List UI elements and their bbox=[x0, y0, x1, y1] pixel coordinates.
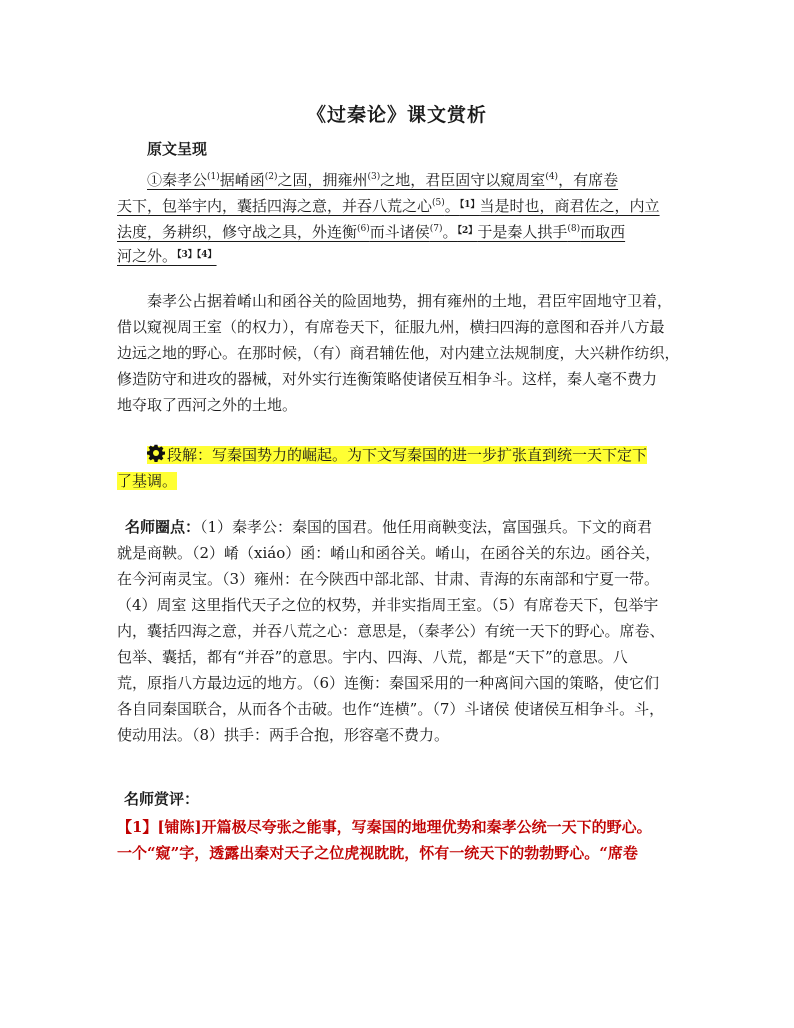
review-line: 【1】[铺陈]开篇极尽夸张之能事，写秦国的地理优势和秦孝公统一天下的野心。 bbox=[117, 818, 652, 836]
original-line-3 bbox=[117, 216, 682, 242]
notes-label: 名师圈点： bbox=[125, 518, 201, 536]
notes-line: 使动用法。（8）拱手：两手合抱，形容毫不费力。 bbox=[117, 726, 450, 744]
text-segment: 而取西 bbox=[580, 223, 626, 241]
section-heading: 原文呈现 bbox=[147, 140, 208, 158]
notes-line: 在今河南灵宝。（3）雍州：在今陕西中部北部、甘肃、青海的东南部和宁夏一带。 bbox=[117, 570, 660, 588]
translation-line: 修造防守和进攻的器械，对外实行连衡策略使诸侯互相争斗。这样，秦人毫不费力 bbox=[117, 370, 658, 388]
annotation-tag: 【1】 bbox=[459, 200, 480, 210]
footnote-ref: (6) bbox=[357, 224, 370, 234]
notes-line: 包举、囊括，都有“并吞”的意思。宇内、四海、八荒，都是“天下”的意思。八 bbox=[117, 648, 628, 666]
text-segment: 河之外。 bbox=[117, 247, 178, 265]
footnote-ref: (4) bbox=[545, 172, 559, 182]
notes-line: 荒，原指八方最边远的地方。（6）连衡：秦国采用的一种离间六国的策略，使它们 bbox=[117, 674, 660, 692]
notes-text: （1）秦孝公：秦国的国君。他任用商鞅变法，富国强兵。下文的商君 bbox=[200, 518, 653, 536]
text-segment: 之固，拥雍州 bbox=[277, 171, 368, 189]
notes-line: （4）周室 这里指代天子之位的权势，并非实指周王室。（5）有席卷天下，包举宇 bbox=[117, 596, 659, 614]
analysis-text: 段解：写秦国势力的崛起。为下文写秦国的进一步扩张直到统一天下定下 bbox=[167, 446, 648, 464]
highlighted-text bbox=[147, 446, 647, 464]
notes-line bbox=[117, 514, 682, 540]
translation-line: 秦孝公占据着崤山和函谷关的险固地势，拥有雍州的土地，君臣牢固地守卫着， bbox=[117, 292, 673, 310]
analysis-line-2 bbox=[117, 468, 682, 494]
text-segment: 天下，包举宇内，囊括四海之意，并吞八荒之心 bbox=[117, 197, 433, 215]
text-segment: 法度，务耕织，修守战之具，外连衡 bbox=[117, 223, 358, 241]
annotation-tag: 【3】【4】 bbox=[177, 250, 217, 260]
text-segment: 当是时也，商君佐之，内立 bbox=[479, 197, 660, 215]
teacher-review bbox=[117, 814, 707, 866]
text-segment: ①秦孝公 bbox=[147, 171, 208, 189]
original-text bbox=[117, 164, 682, 268]
notes-line: 就是商鞅。（2）崤（xiáo）函：崤山和函谷关。崤山，在函谷关的东边。函谷关， bbox=[117, 544, 661, 562]
translation-paragraph bbox=[117, 288, 682, 418]
text-segment: 之地，君臣固守以窥周室 bbox=[380, 171, 546, 189]
text-segment: 而斗诸侯 bbox=[369, 223, 430, 241]
notes-line: 内，囊括四海之意，并吞八荒之心：意思是，（秦孝公）有统一天下的野心。席卷、 bbox=[117, 622, 665, 640]
original-line-2 bbox=[117, 190, 682, 216]
translation-line: 地夺取了西河之外的土地。 bbox=[117, 396, 298, 414]
teacher-notes bbox=[117, 514, 682, 748]
annotation-tag: 【2】 bbox=[457, 226, 478, 236]
footnote-ref: (8) bbox=[567, 224, 581, 234]
highlighted-text: 了基调。 bbox=[117, 472, 178, 490]
original-line-1 bbox=[117, 164, 682, 190]
footnote-ref: (3) bbox=[367, 172, 381, 182]
footnote-ref: (7) bbox=[429, 224, 443, 234]
gear-icon bbox=[147, 444, 165, 462]
notes-line: 各自同秦国联合，从而各个击破。也作“连横”。（7）斗诸侯 使诸侯互相争斗。斗， bbox=[117, 700, 665, 718]
text-segment: ，有席卷 bbox=[558, 171, 619, 189]
review-line: 一个“窥”字，透露出秦对天子之位虎视眈眈，怀有一统天下的勃勃野心。“席卷 bbox=[117, 844, 638, 862]
translation-line: 借以窥视周王室（的权力），有席卷天下，征服九州，横扫四海的意图和吞并八方最 bbox=[117, 318, 665, 336]
text-segment: 。 bbox=[442, 223, 458, 241]
document-title: 《过秦论》课文赏析 bbox=[306, 104, 487, 126]
text-segment: 据崤函 bbox=[219, 171, 265, 189]
footnote-ref: (2) bbox=[264, 172, 278, 182]
translation-line: 边远之地的野心。在那时候，（有）商君辅佐他，对内建立法规制度，大兴耕作纺织， bbox=[117, 344, 680, 362]
paragraph-analysis bbox=[117, 442, 682, 494]
text-segment: 于是秦人拱手 bbox=[477, 223, 568, 241]
footnote-ref: (5) bbox=[432, 198, 445, 208]
original-line-4 bbox=[117, 242, 682, 268]
footnote-ref: (1) bbox=[207, 172, 220, 182]
analysis-line-1 bbox=[117, 442, 682, 468]
review-heading: 名师赏评： bbox=[124, 790, 200, 808]
text-segment: 。 bbox=[444, 197, 460, 215]
